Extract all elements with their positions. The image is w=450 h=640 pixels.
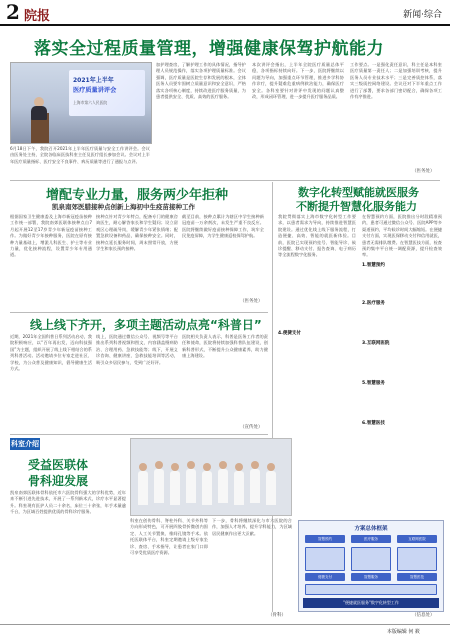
- diagram-box: 智慧服务: [351, 573, 391, 581]
- doctor-head: [251, 461, 259, 469]
- doctor-head: [155, 461, 163, 469]
- doctor: [250, 469, 260, 503]
- article4-col1: 近期，2021年全国科普日系列活动启动，我院积极响应，以“百年再出发，迈向科技强国”为主题，组织开展了线上线下相结合的系列科普活动。活动邀请多位专家走进社区、学校，为公众普及健康知识，倡导健康生活方式。: [10, 334, 92, 372]
- section-title: 院报: [24, 9, 51, 24]
- divider: [10, 312, 268, 313]
- article5-col1: 凯泉南郊医联体骨科依托市六医院骨科强大的学科优势，近年来不断引进先进技术，开展了一系列新术式，诊疗水平显著提升。科室现有医护人员二十余名，床位三十余张，年手术量逾千台，为区域百姓提供优质的骨科诊疗服务。: [10, 490, 126, 515]
- article3-subsection-5: 5.智慧服务: [362, 381, 385, 386]
- photo-banner-line2: 医疗质量讲评会: [73, 87, 117, 94]
- page-number: 2: [6, 0, 20, 24]
- lead-photo: [10, 62, 152, 144]
- photo-banner-line3: 上海市第六人民医院: [73, 100, 108, 105]
- diagram-title: 方案总体框架: [354, 526, 388, 532]
- diagram-box: 医疗服务: [351, 535, 391, 543]
- page-footer: [0, 624, 450, 640]
- diagram-footer: "便捷就医服务"数字化转型工作: [303, 598, 439, 608]
- article3-subsection-4: 4.便捷支付: [278, 331, 301, 336]
- department-photo: [130, 438, 292, 516]
- article3-col1: 我院贯彻落实上海市数字化转型工作要求，以患者需求为导向，持续推进智慧医院建设。通过优化线上线下服务流程，打造便捷、高效、智能的就医新体验。目前，医院已实现预约挂号、智能导诊、候诊提醒、移动支付、报告查询、电子病历等全流程数字化服务。: [278, 214, 356, 258]
- article3-headline: 数字化转型赋能就医服务: [298, 186, 419, 199]
- diagram-box: 便捷支付: [305, 573, 345, 581]
- lead-text-col3: 本次讲评会指出，上半年全院医疗质量总体平稳，各项指标持续向好。下一步，医院将继续以问题为导向，加强重点环节管理，推进多学科协作诊疗，提升疑难危重病例救治能力，确保医疗安全。各科室要针对讲评中发现的问题认真整改，形成闭环管理，进一步提升医疗服务品质。: [252, 62, 344, 100]
- article5-col3: 下一步，骨科将继续深化与市六医院的合作，加强人才培养，提升学科能力，为区域居民健康作出更大贡献。: [212, 518, 292, 536]
- divider: [10, 434, 268, 435]
- doctor: [154, 469, 164, 503]
- doctor-head: [267, 463, 275, 471]
- speaker: [31, 106, 47, 120]
- photo-banner: [69, 70, 145, 116]
- diagram-panel: [351, 547, 391, 571]
- lead-text-right: 加护理查房，了解护理工作的具体情况，指导护理人员规范操作，落实各项护理质量标准。会议强调，医疗质量是医院生存和发展的根本，全体医务人员要牢固树立质量意识和安全意识，严格落实各项核心制度，持续改进医疗服务质量，为患者提供安全、优质、高效的医疗服务。: [156, 62, 246, 100]
- section-tag: 科室介绍: [11, 440, 39, 448]
- article2-byline: （医务处）: [240, 299, 263, 304]
- article5-col2: 科室在创伤骨科、脊柱外科、关节外科等方向形成特色，可开展四肢骨折微创内固定、人工关节置换、椎间孔镜等手术。依托医联体平台，科室定期邀请上级专家坐诊、查房、手术指导，让患者在家门口即可享受优质医疗资源。: [130, 518, 208, 556]
- article4-col2: 线上，医院通过微信公众号、视频号等平台推出系列科普视频和图文，内容涵盖慢病防治、合理用药、急救技能等；线下，开展义诊咨询、健康讲座、急救技能培训等活动，吸引众多居民参与，受到广泛好评。: [96, 334, 178, 365]
- article5-byline: （骨科）: [268, 613, 286, 618]
- doctor: [138, 471, 148, 505]
- article3-subsection-1: 1.智慧预约: [362, 263, 385, 268]
- doctor-head: [139, 463, 147, 471]
- doctor-head: [187, 461, 195, 469]
- article4-col3: 医院相关负责人表示，科普是医务工作者的责任和使命，医院将持续加强科普队伍建设，创新科普形式，不断提升公众健康素养，助力健康上海建设。: [182, 334, 268, 359]
- diagram-box: 智慧预约: [305, 535, 345, 543]
- diagram-panel: [305, 547, 345, 571]
- doctor: [186, 469, 196, 503]
- article3-subsection-6: 6.智慧医技: [362, 421, 385, 426]
- article2-headline: 增配专业力量，服务两少年拒种: [46, 188, 229, 203]
- diagram-box: 智慧医技: [397, 573, 437, 581]
- doctor-head: [219, 461, 227, 469]
- article4-byline: （宣传处）: [240, 425, 263, 430]
- paper-section-label: 新闻·综合: [403, 10, 442, 20]
- lead-headline: 落实全过程质量管理，增强健康保驾护航能力: [34, 39, 384, 59]
- article2-col2: 接种点针对青少年特点，配备专门的健康咨询医生，耐心解答家长和学生疑问；设立留观区心理疏导岗，缓解青少年紧张情绪；配置急救设备和药品，确保接种安全。同时，接种点延长服务时间，周末照常开放，方便学生和家长预约接种。: [96, 214, 178, 252]
- article3-headline2: 不断提升智慧化服务能力: [296, 200, 417, 213]
- lead-text-col4: 工作要点。一是强化责任意识，科主任是本科室医疗质量第一责任人；二是加强培训考核，提升医务人员专业技术水平；三是完善质控体系，落实三级质控网络建设。会议还对下半年重点工作进行了部署，要求各部门密切配合，确保各项工作有序推进。: [350, 62, 442, 100]
- doctor-head: [203, 463, 211, 471]
- framework-diagram: [298, 520, 444, 612]
- lead-text-left: 6月18日下午，我院召开2021年上半年医疗质量与安全工作讲评会。会议由医务处主持，全院各临床医技科室主任及医疗组长参加会议。会议对上半年医疗质量指标、医疗安全不良事件、病历质量等进行了通报与点评。: [10, 146, 150, 164]
- diagram-box: 互联网医院: [397, 535, 437, 543]
- article3-subsection-3: 3.互联网医院: [362, 341, 390, 346]
- article3-subsection-2: 2.医疗服务: [362, 301, 385, 306]
- article2-subhead: 凯泉南郊医腊接种点创新上海初中生疫苗接种工作: [52, 203, 195, 211]
- doctor: [218, 469, 228, 503]
- doctor: [202, 471, 212, 505]
- article5-headline: 受益医联体: [28, 458, 89, 472]
- diagram-panel: [397, 547, 437, 571]
- doctor: [170, 471, 180, 505]
- article2-col3: 截至目前，接种点累计为辖区中学生接种新冠疫苗一万余剂次，未发生严重不良反应。医院将继续做好疫苗接种保障工作，筑牢全民免疫屏障，为学生健康返校保驾护航。: [182, 214, 264, 239]
- article4-headline: 线上线下齐开，多项主题活动点亮“科普日”: [30, 318, 262, 332]
- page-header: [0, 0, 450, 26]
- doctor-head: [171, 463, 179, 471]
- doctor: [266, 471, 276, 505]
- lead-byline: （医务处）: [412, 169, 435, 174]
- article3-byline: （信息处）: [412, 613, 435, 618]
- article5-headline2: 骨科迎发展: [28, 474, 89, 488]
- article3-col2: 在智慧预约方面，医院推出分时段精准预约，患者可通过微信公众号、医院APP等多渠道预约，平均候诊时间大幅缩短。在便捷支付方面，实现医保移动支付和信用就医，患者无需排队缴费。在智慧医技方面，检查预约集中平台统一调配资源，提升检查效率。: [362, 214, 442, 258]
- editor-credit: 本版编辑 何 筱: [386, 629, 420, 635]
- doctor-head: [235, 463, 243, 471]
- doctor: [234, 471, 244, 505]
- divider: [10, 180, 440, 181]
- article2-col1: 根据国家卫生健康委及上海市新冠疫苗接种工作统一部署，我院南郊医联体接种点自7月起开展12至17岁青少年新冠疫苗接种工作。为做好青少年接种服务，医院在原有接种力量基础上，增派儿科医生、护士等专业力量，优化接种流程，设置青少年专用通道。: [10, 214, 92, 258]
- photo-banner-line1: 2021年上半年: [73, 77, 114, 84]
- diagram-band: [305, 584, 437, 595]
